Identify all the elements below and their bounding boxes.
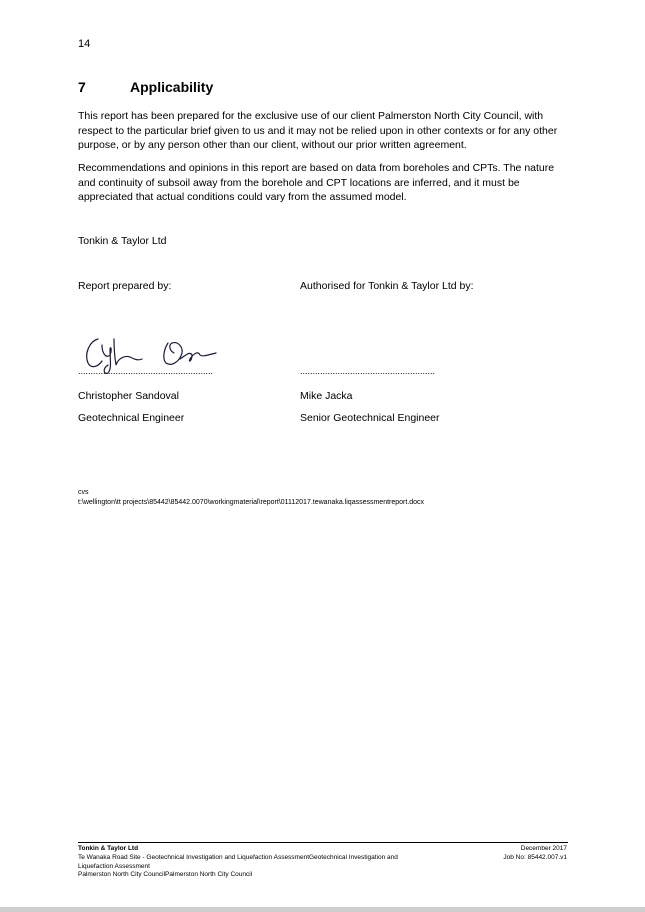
footer-date: December 2017 — [520, 845, 567, 852]
page-number: 14 — [78, 38, 91, 50]
footer-left — [78, 845, 438, 880]
footer-divider — [78, 842, 568, 843]
section-number: 7 — [78, 79, 86, 95]
section-title: Applicability — [130, 79, 214, 95]
footer-company: Tonkin & Taylor Ltd — [78, 845, 139, 852]
footer-job-number: Job No: 85442.007.v1 — [503, 853, 567, 861]
authorised-by-label: Authorised for Tonkin & Taylor Ltd by: — [300, 280, 474, 292]
authoriser-title: Senior Geotechnical Engineer — [300, 412, 440, 424]
signature-line-prepared: ...................................................... — [78, 366, 214, 376]
page-bottom-edge — [0, 907, 645, 912]
footer-project-line-2: Liquefaction Assessment — [78, 862, 150, 870]
signature-line-authorised: ...................................................... — [300, 366, 436, 376]
company-name: Tonkin & Taylor Ltd — [78, 235, 167, 247]
paragraph-recommendations: Recommendations and opinions in this report are based on data from boreholes and CPTs. The nature and continuity of subsoil away from the borehole and CPT locations are inferred, and it must be appreciated that actual conditions could vary from the assumed model. — [78, 162, 555, 203]
authoriser-name: Mike Jacka — [300, 390, 353, 402]
section-heading — [78, 79, 213, 95]
document-file-path: t:\wellington\tt projects\85442\85442.0070\workingmaterial\report\01112017.tewanaka.liqassessmentreport.docx — [78, 499, 425, 506]
footer-right — [503, 845, 567, 863]
footer-client: Palmerston North City CouncilPalmerston North City Council — [78, 871, 253, 879]
author-initials: cvs — [78, 489, 89, 496]
preparer-title: Geotechnical Engineer — [78, 412, 185, 424]
preparer-name: Christopher Sandoval — [78, 390, 179, 402]
prepared-by-label: Report prepared by: — [78, 280, 172, 292]
paragraph-client-use: This report has been prepared for the exclusive use of our client Palmerston North City Council, with respect to the particular brief given to us and it may not be relied upon in other contexts or for any other purpose, or by any person other than our client, without our prior written agreement. — [78, 110, 558, 151]
footer-project-line-1: Te Wanaka Road Site - Geotechnical Investigation and Liquefaction AssessmentGeotechnical Investigation and — [78, 853, 398, 861]
